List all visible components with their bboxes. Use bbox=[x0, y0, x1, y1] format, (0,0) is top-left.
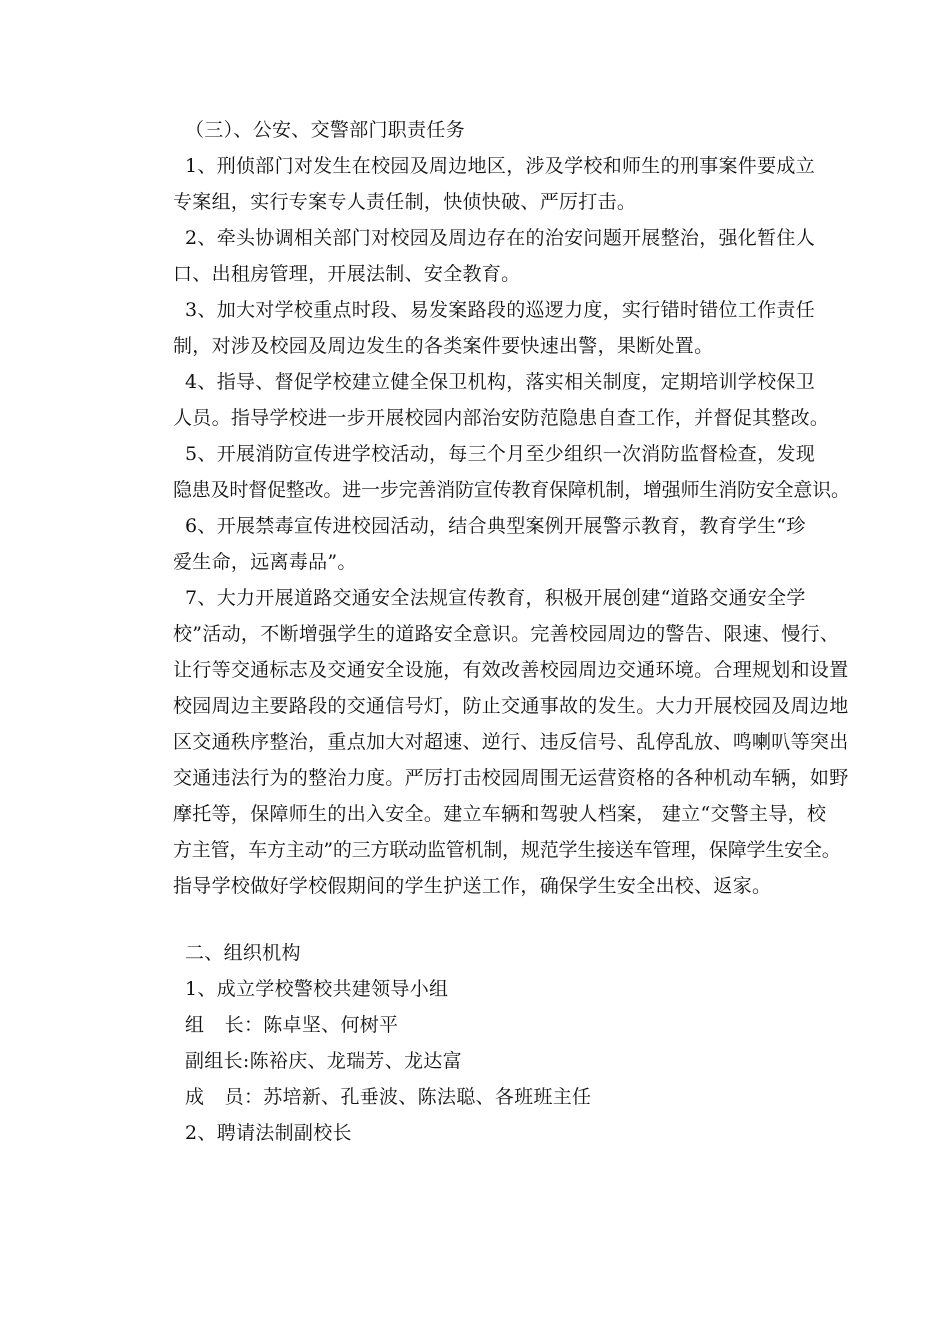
paragraph-line: 3、加大对学校重点时段、易发案路段的巡逻力度，实行错时错位工作责任 bbox=[185, 299, 815, 321]
paragraph-line: 校”活动，不断增强学生的道路安全意识。完善校园周边的警告、限速、慢行、 bbox=[173, 623, 840, 645]
group-deputy: 副组长:陈裕庆、龙瑞芳、龙达富 bbox=[185, 1050, 462, 1072]
paragraph-line: 专案组，实行专案专人责任制，快侦快破、严厉打击。 bbox=[173, 191, 637, 213]
paragraph-line: 爱生命，远离毒品”。 bbox=[173, 551, 357, 573]
paragraph-3 bbox=[173, 292, 815, 364]
paragraph-line: 人员。指导学校进一步开展校园内部治安防范隐患自查工作，并督促其整改。 bbox=[173, 407, 830, 429]
paragraph-line: 制，对涉及校园及周边发生的各类案件要快速出警，果断处置。 bbox=[173, 335, 714, 357]
paragraph-5 bbox=[173, 436, 850, 508]
paragraph-4 bbox=[173, 364, 830, 436]
group-leader: 组 长：陈卓坚、何树平 bbox=[185, 1014, 399, 1036]
subsection-heading: 2、聘请法制副校长 bbox=[185, 1122, 352, 1144]
paragraph-line: 7、大力开展道路交通安全法规宣传教育，积极开展创建“道路交通安全学 bbox=[185, 587, 806, 609]
section-heading: 二、组织机构 bbox=[185, 942, 301, 964]
paragraph-line: 2、牵头协调相关部门对校园及周边存在的治安问题开展整治，强化暂住人 bbox=[185, 227, 815, 249]
paragraph-line: 方主管，车方主动”的三方联动监管机制，规范学生接送车管理，保障学生安全。 bbox=[173, 839, 841, 861]
paragraph-2 bbox=[173, 220, 815, 292]
paragraph-line: 1、刑侦部门对发生在校园及周边地区，涉及学校和师生的刑事案件要成立 bbox=[185, 155, 815, 177]
paragraph-1 bbox=[173, 148, 815, 220]
subsection-heading: 1、成立学校警校共建领导小组 bbox=[185, 978, 449, 1000]
paragraph-6 bbox=[173, 508, 808, 580]
paragraph-line: 让行等交通标志及交通安全设施，有效改善校园周边交通环境。合理规划和设置 bbox=[173, 659, 849, 681]
paragraph-line: 校园周边主要路段的交通信号灯，防止交通事故的发生。大力开展校园及周边地 bbox=[173, 695, 849, 717]
paragraph-line: 交通违法行为的整治力度。严厉打击校园周围无运营资格的各种机动车辆，如野 bbox=[173, 767, 849, 789]
paragraph-line: 5、开展消防宣传进学校活动，每三个月至少组织一次消防监督检查，发现 bbox=[185, 443, 815, 465]
paragraph-line: 隐患及时督促整改。进一步完善消防宣传教育保障机制，增强师生消防安全意识。 bbox=[173, 479, 850, 501]
paragraph-7 bbox=[173, 580, 849, 904]
section-spacer bbox=[173, 904, 808, 935]
paragraph-line: 指导学校做好学校假期间的学生护送工作，确保学生安全出校、返家。 bbox=[173, 875, 772, 897]
document-page bbox=[173, 112, 850, 1151]
section-heading: （三）、公安、交警部门职责任务 bbox=[185, 119, 466, 141]
paragraph-line: 4、指导、督促学校建立健全保卫机构，落实相关制度，定期培训学校保卫 bbox=[185, 371, 815, 393]
paragraph-line: 区交通秩序整治，重点加大对超速、逆行、违反信号、乱停乱放、鸣喇叭等突出 bbox=[173, 731, 849, 753]
paragraph-line: 6、开展禁毒宣传进校园活动，结合典型案例开展警示教育，教育学生“珍 bbox=[185, 515, 806, 537]
group-members: 成 员：苏培新、孔垂波、陈法聪、各班班主任 bbox=[185, 1086, 592, 1108]
paragraph-line: 摩托等，保障师生的出入安全。建立车辆和驾驶人档案， 建立“交警主导，校 bbox=[173, 803, 827, 825]
paragraph-line: 口、出租房管理，开展法制、安全教育。 bbox=[173, 263, 521, 285]
